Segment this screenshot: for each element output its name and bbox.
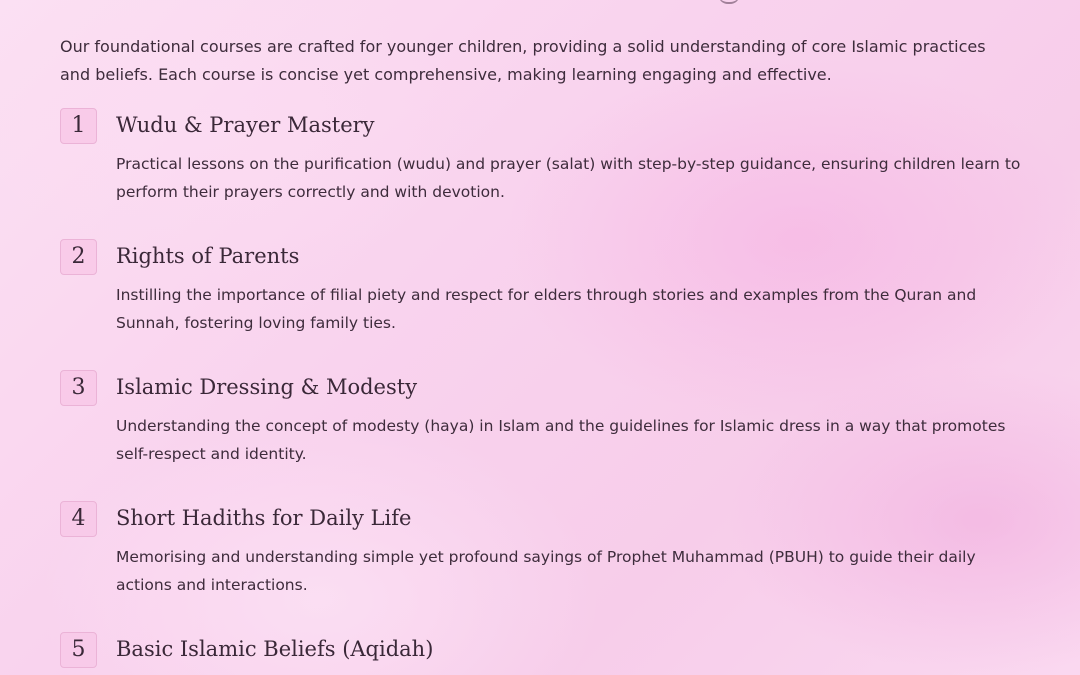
course-title: Rights of Parents (116, 244, 300, 268)
course-number-badge: 1 (60, 108, 97, 144)
intro-paragraph: Our foundational courses are crafted for younger children, providing a solid understanding of core Islamic practices and beliefs. Each course is concise yet comprehensive, making learning engaging and effective. (60, 37, 986, 84)
course-description: Memorising and understanding simple yet profound sayings of Prophet Muhammad (PBUH) to guide their daily actions and interactions. (116, 548, 976, 594)
course-description: Practical lessons on the purification (wudu) and prayer (salat) with step-by-step guidance, ensuring children learn to perform their prayers correctly and with devotion. (116, 155, 1021, 201)
course-title: Basic Islamic Beliefs (Aqidah) (116, 637, 434, 661)
course-title: Short Hadiths for Daily Life (116, 506, 412, 530)
heading-cutoff (718, 0, 740, 4)
course-number-badge: 5 (60, 632, 97, 668)
course-number-badge: 4 (60, 501, 97, 537)
course-description: Understanding the concept of modesty (haya) in Islam and the guidelines for Islamic dress in a way that promotes self-respect and identity. (116, 417, 1006, 463)
course-title: Wudu & Prayer Mastery (116, 113, 375, 137)
course-description: Instilling the importance of filial piety and respect for elders through stories and examples from the Quran and Sunnah, fostering loving family ties. (116, 286, 977, 332)
course-number-badge: 2 (60, 239, 97, 275)
course-title: Islamic Dressing & Modesty (116, 375, 418, 399)
course-number-badge: 3 (60, 370, 97, 406)
